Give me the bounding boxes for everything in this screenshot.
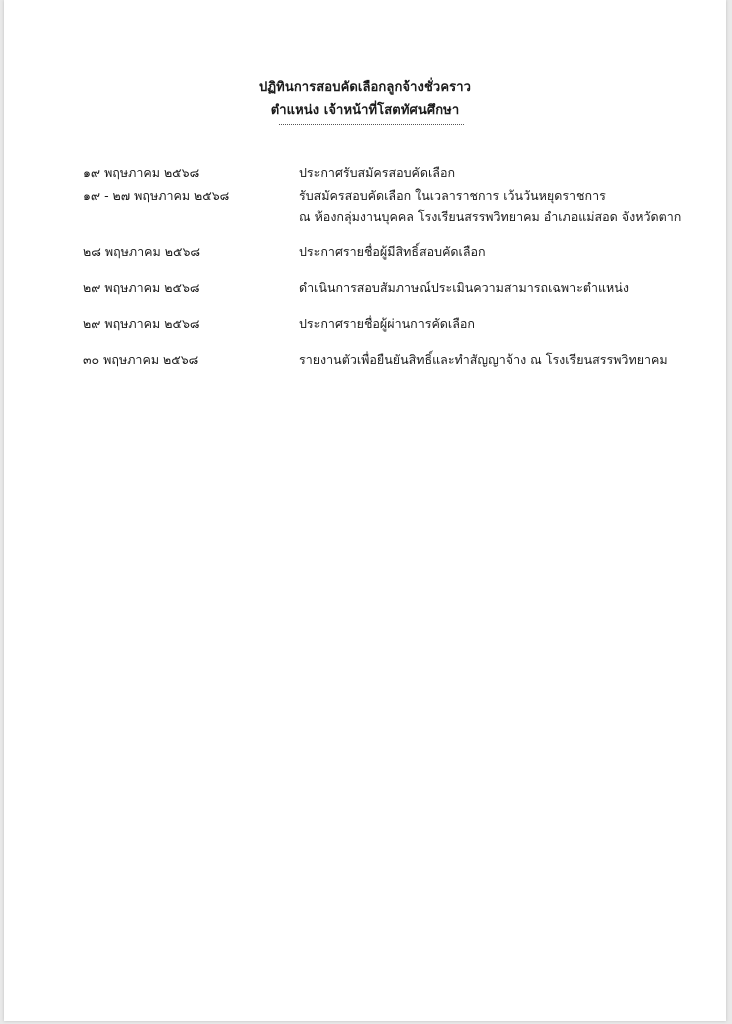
schedule-description-location: ณ ห้องกลุ่มงานบุคคล โรงเรียนสรรพวิทยาคม อำเภอแม่สอด จังหวัดตาก [299,209,682,224]
document-page [4,0,726,1021]
schedule-description: ประกาศรายชื่อผู้มีสิทธิ์สอบคัดเลือก [299,244,486,259]
schedule-date: ๒๙ พฤษภาคม ๒๕๖๘ [83,280,200,295]
schedule-date: ๓๐ พฤษภาคม ๒๕๖๘ [83,352,199,367]
schedule-description: รายงานตัวเพื่อยืนยันสิทธิ์และทำสัญญาจ้าง ณ โรงเรียนสรรพวิทยาคม [299,352,668,367]
schedule-date: ๒๙ พฤษภาคม ๒๕๖๘ [83,316,200,331]
schedule-date: ๑๙ พฤษภาคม ๒๕๖๘ [83,165,200,180]
page-title: ปฏิทินการสอบคัดเลือกลูกจ้างชั่วคราว [258,80,471,95]
position-subtitle: ตำแหน่ง เจ้าหน้าที่โสตทัศนศึกษา [270,103,460,118]
schedule-description: รับสมัครสอบคัดเลือก ในเวลาราชการ เว้นวันหยุดราชการ [299,188,606,203]
schedule-date: ๑๙ - ๒๗ พฤษภาคม ๒๕๖๘ [83,188,230,203]
schedule-date: ๒๘ พฤษภาคม ๒๕๖๘ [83,244,201,259]
dotted-divider [279,124,464,125]
schedule-description: ดำเนินการสอบสัมภาษณ์ประเมินความสามารถเฉพาะตำแหน่ง [299,280,629,295]
schedule-description: ประกาศรับสมัครสอบคัดเลือก [299,165,456,180]
schedule-description: ประกาศรายชื่อผู้ผ่านการคัดเลือก [299,316,475,331]
